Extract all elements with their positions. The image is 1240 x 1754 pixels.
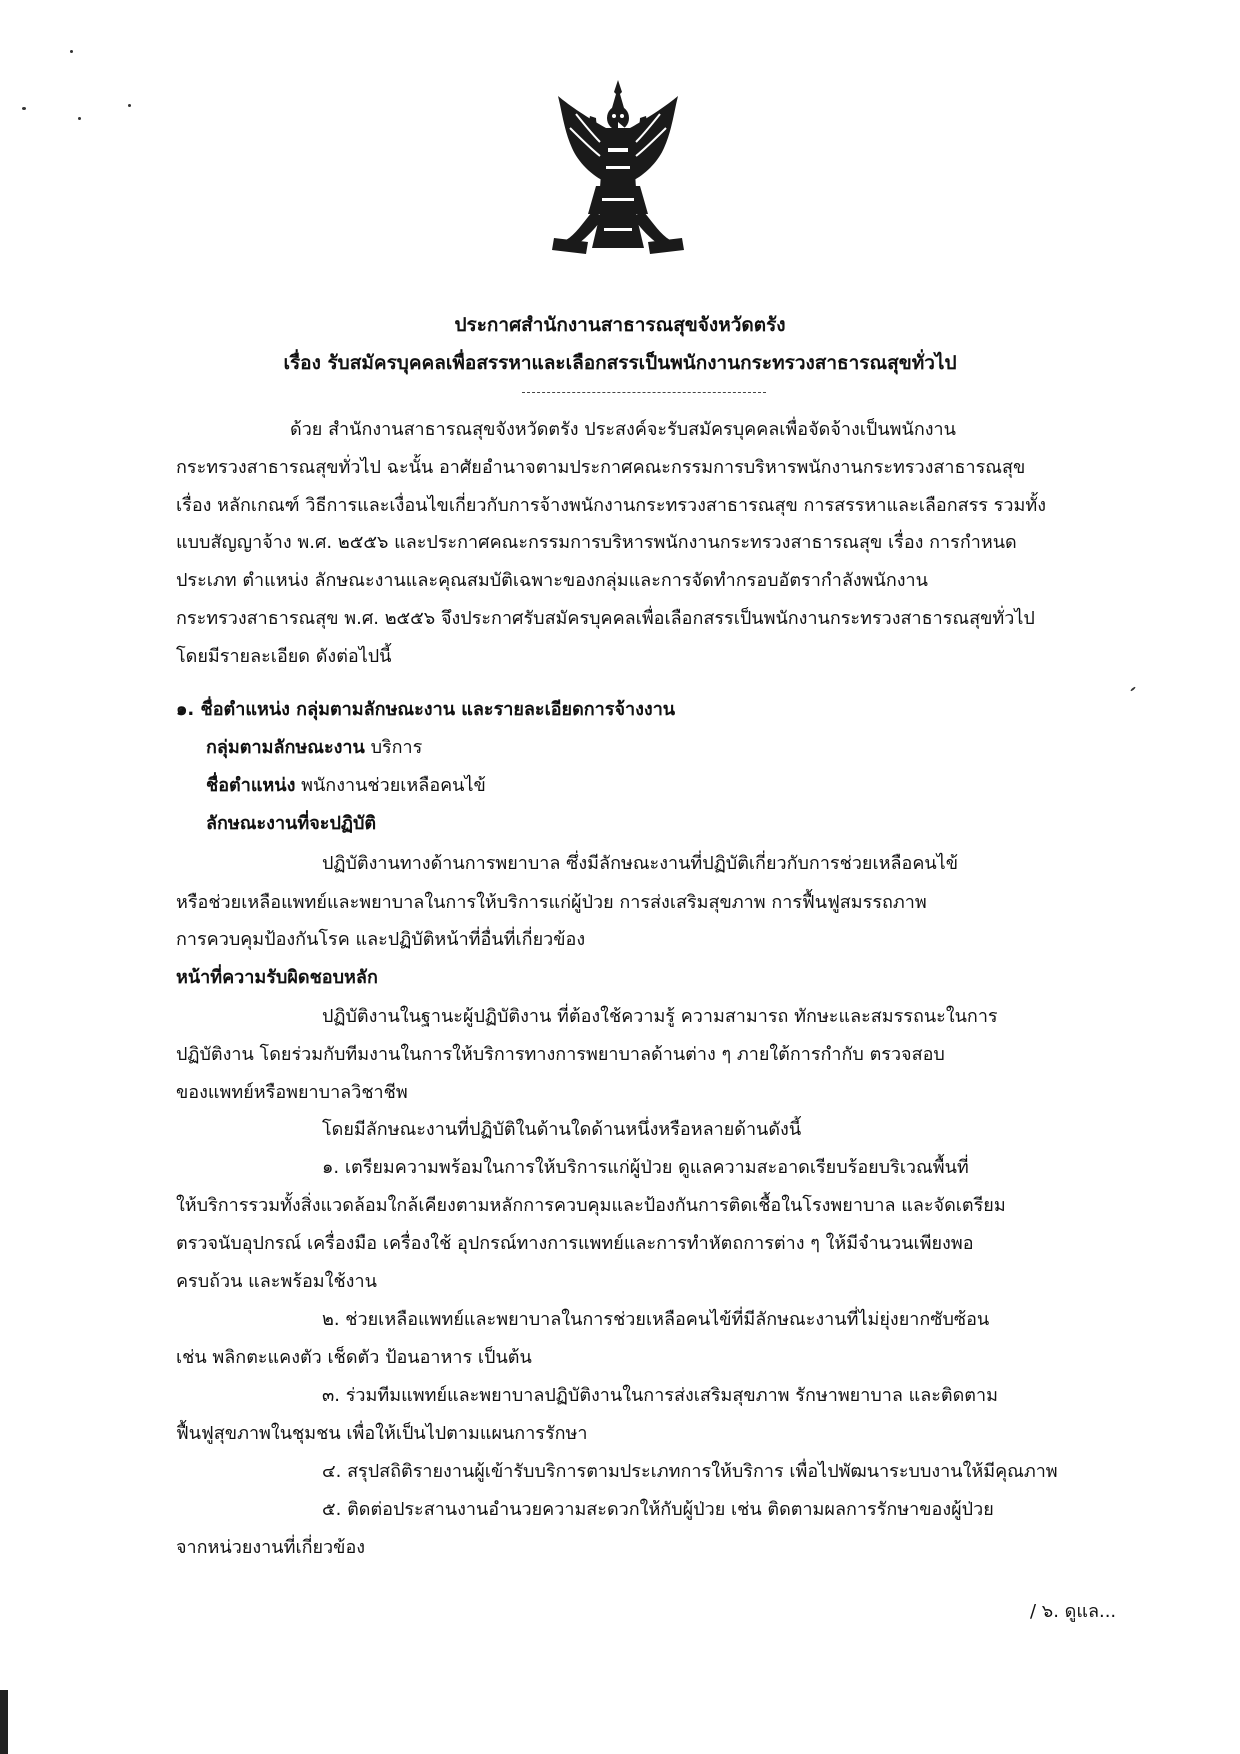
scan-speck <box>128 104 131 107</box>
item-1-line-3: ตรวจนับอุปกรณ์ เครื่องมือ เครื่องใช้ อุปกรณ์ทางการแพทย์และการทำหัตถการต่าง ๆ ให้มีจำนวนเพียงพอ <box>176 1233 974 1254</box>
position-value: พนักงานช่วยเหลือคนไข้ <box>301 775 486 796</box>
scan-speck <box>70 50 73 53</box>
intro-line-7: โดยมีรายละเอียด ดังต่อไปนี้ <box>176 646 392 667</box>
announcement-subject: เรื่อง รับสมัครบุคคลเพื่อสรรหาและเลือกสรรเป็นพนักงานกระทรวงสาธารณสุขทั่วไป <box>283 352 957 374</box>
intro-line-3: เรื่อง หลักเกณฑ์ วิธีการและเงื่อนไขเกี่ยวกับการจ้างพนักงานกระทรวงสาธารณสุข การสรรหาและเลือกสรร รวมทั้ง <box>176 495 1046 516</box>
scan-speck <box>78 117 81 120</box>
duties-label: หน้าที่ความรับผิดชอบหลัก <box>176 967 378 988</box>
item-5-line-1: ๕. ติดต่อประสานงานอำนวยความสะดวกให้กับผู้ป่วย เช่น ติดตามผลการรักษาของผู้ป่วย <box>322 1499 994 1520</box>
duties-line-1: ปฏิบัติงานในฐานะผู้ปฏิบัติงาน ที่ต้องใช้ความรู้ ความสามารถ ทักษะและสมรรถนะในการ <box>322 1006 998 1027</box>
intro-line-6: กระทรวงสาธารณสุข พ.ศ. ๒๕๕๖ จึงประกาศรับสมัครบุคคลเพื่อเลือกสรรเป็นพนักงานกระทรวงสาธารณสุขทั่วไป <box>176 608 1035 629</box>
section-1-heading: ๑. ชื่อตำแหน่ง กลุ่มตามลักษณะงาน และรายละเอียดการจ้างงาน <box>176 699 676 720</box>
item-2-line-2: เช่น พลิกตะแคงตัว เช็ดตัว ป้อนอาหาร เป็นต้น <box>176 1347 532 1368</box>
item-3-line-2: ฟื้นฟูสุขภาพในชุมชน เพื่อให้เป็นไปตามแผนการรักษา <box>176 1423 588 1444</box>
intro-line-5: ประเภท ตำแหน่ง ลักษณะงานและคุณสมบัติเฉพาะของกลุ่มและการจัดทำกรอบอัตรากำลังพนักงาน <box>176 570 928 591</box>
item-2-line-1: ๒. ช่วยเหลือแพทย์และพยาบาลในการช่วยเหลือคนไข้ที่มีลักษณะงานที่ไม่ยุ่งยากซับซ้อน <box>322 1309 990 1330</box>
intro-line-2: กระทรวงสาธารณสุขทั่วไป ฉะนั้น อาศัยอำนาจตามประกาศคณะกรรมการบริหารพนักงานกระทรวงสาธารณสุข <box>176 457 1026 478</box>
continuation-note: / ๖. ดูแล... <box>1030 1601 1117 1622</box>
intro-line-4: แบบสัญญาจ้าง พ.ศ. ๒๕๕๖ และประกาศคณะกรรมการบริหารพนักงานกระทรวงสาธารณสุข เรื่อง การกำหนด <box>176 532 1017 553</box>
group-row <box>206 736 1106 760</box>
item-1-line-2: ให้บริการรวมทั้งสิ่งแวดล้อมใกล้เคียงตามหลักการควบคุมและป้องกันการติดเชื้อในโรงพยาบาล และจัดเตรียม <box>176 1195 1006 1216</box>
item-3-line-1: ๓. ร่วมทีมแพทย์และพยาบาลปฏิบัติงานในการส่งเสริมสุขภาพ รักษาพยาบาล และติดตาม <box>322 1385 998 1406</box>
scan-speck <box>22 107 26 110</box>
work-nature-label: ลักษณะงานที่จะปฏิบัติ <box>206 813 377 834</box>
work-nature-line-2: หรือช่วยเหลือแพทย์และพยาบาลในการให้บริการแก่ผู้ป่วย การส่งเสริมสุขภาพ การฟื้นฟูสมรรถภาพ <box>176 892 927 913</box>
scan-speck <box>1130 686 1136 691</box>
work-nature-line-1: ปฏิบัติงานทางด้านการพยาบาล ซึ่งมีลักษณะงานที่ปฏิบัติเกี่ยวกับการช่วยเหลือคนไข้ <box>322 853 959 874</box>
title-divider <box>522 392 766 393</box>
garuda-emblem-icon <box>548 78 688 260</box>
item-5-line-2: จากหน่วยงานที่เกี่ยวข้อง <box>176 1537 366 1558</box>
position-row <box>206 774 1106 798</box>
duties-line-2: ปฏิบัติงาน โดยร่วมกับทีมงานในการให้บริการทางการพยาบาลด้านต่าง ๆ ภายใต้การกำกับ ตรวจสอบ <box>176 1044 945 1065</box>
duties-intro: โดยมีลักษณะงานที่ปฏิบัติในด้านใดด้านหนึ่งหรือหลายด้านดังนี้ <box>322 1119 802 1140</box>
group-label: กลุ่มตามลักษณะงาน <box>206 737 365 758</box>
scan-edge-mark <box>0 1690 8 1754</box>
announcement-title: ประกาศสำนักงานสาธารณสุขจังหวัดตรัง <box>454 314 786 336</box>
item-1-line-1: ๑. เตรียมความพร้อมในการให้บริการแก่ผู้ป่วย ดูแลความสะอาดเรียบร้อยบริเวณพื้นที่ <box>322 1157 969 1178</box>
item-1-line-4: ครบถ้วน และพร้อมใช้งาน <box>176 1271 377 1292</box>
duties-line-3: ของแพทย์หรือพยาบาลวิชาชีพ <box>176 1082 408 1103</box>
item-4-line-1: ๔. สรุปสถิติรายงานผู้เข้ารับบริการตามประเภทการให้บริการ เพื่อไปพัฒนาระบบงานให้มีคุณภาพ <box>322 1461 1058 1482</box>
intro-line-1: ด้วย สำนักงานสาธารณสุขจังหวัดตรัง ประสงค์จะรับสมัครบุคคลเพื่อจัดจ้างเป็นพนักงาน <box>290 419 956 440</box>
work-nature-line-3: การควบคุมป้องกันโรค และปฏิบัติหน้าที่อื่นที่เกี่ยวข้อง <box>176 929 586 950</box>
position-label: ชื่อตำแหน่ง <box>206 775 296 796</box>
group-value: บริการ <box>370 737 423 758</box>
